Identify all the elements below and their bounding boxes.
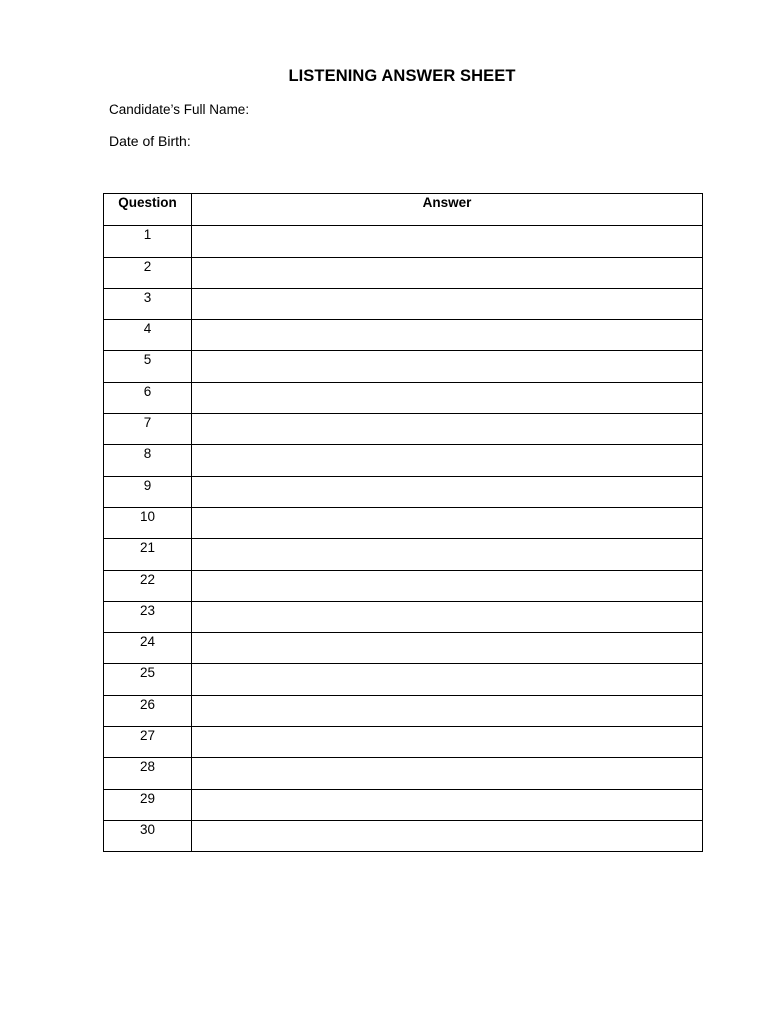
table-row <box>104 727 703 758</box>
date-of-birth-label: Date of Birth: <box>109 133 191 149</box>
answer-cell[interactable] <box>192 727 703 758</box>
question-number-cell <box>104 351 192 382</box>
table-row <box>104 257 703 288</box>
question-number: 6 <box>143 383 152 399</box>
table-row <box>104 288 703 319</box>
table-row <box>104 539 703 570</box>
question-number-cell <box>104 507 192 538</box>
question-number: 5 <box>143 352 152 368</box>
question-number: 1 <box>143 227 152 243</box>
question-number: 4 <box>143 321 152 337</box>
question-number: 28 <box>139 759 156 775</box>
question-number: 29 <box>139 790 156 806</box>
answer-cell[interactable] <box>192 539 703 570</box>
question-number: 27 <box>139 728 156 744</box>
answer-cell[interactable] <box>192 789 703 820</box>
table-row <box>104 570 703 601</box>
question-number-cell <box>104 288 192 319</box>
question-number-cell <box>104 664 192 695</box>
answer-cell[interactable] <box>192 758 703 789</box>
answer-cell[interactable] <box>192 601 703 632</box>
question-number: 3 <box>143 289 152 305</box>
answer-cell[interactable] <box>192 570 703 601</box>
question-number: 30 <box>139 821 156 837</box>
question-number-cell <box>104 820 192 851</box>
candidate-name-label: Candidate’s Full Name: <box>109 102 250 117</box>
answer-cell[interactable] <box>192 820 703 851</box>
question-number-cell <box>104 445 192 476</box>
question-number-cell <box>104 539 192 570</box>
question-number-cell <box>104 570 192 601</box>
question-number: 21 <box>139 540 156 556</box>
answer-cell[interactable] <box>192 445 703 476</box>
question-number: 2 <box>143 258 152 274</box>
question-number: 22 <box>139 571 156 587</box>
answer-rows <box>104 226 703 852</box>
page-title: LISTENING ANSWER SHEET <box>288 67 516 85</box>
question-number: 24 <box>139 634 156 650</box>
question-number-cell <box>104 758 192 789</box>
question-column-header: Question <box>104 194 192 226</box>
answer-table <box>103 193 703 852</box>
table-row <box>104 633 703 664</box>
answer-cell[interactable] <box>192 382 703 413</box>
table-row <box>104 320 703 351</box>
table-row <box>104 820 703 851</box>
question-number-cell <box>104 414 192 445</box>
question-number-cell <box>104 789 192 820</box>
question-number: 26 <box>139 696 156 712</box>
table-row <box>104 414 703 445</box>
answer-cell[interactable] <box>192 695 703 726</box>
question-number: 10 <box>139 508 156 524</box>
question-number: 7 <box>143 415 152 431</box>
table-row <box>104 601 703 632</box>
answer-cell[interactable] <box>192 633 703 664</box>
answer-cell[interactable] <box>192 351 703 382</box>
table-row <box>104 695 703 726</box>
question-number-cell <box>104 226 192 257</box>
question-number: 25 <box>139 665 156 681</box>
table-row <box>104 758 703 789</box>
answer-cell[interactable] <box>192 226 703 257</box>
answer-cell[interactable] <box>192 288 703 319</box>
question-number-cell <box>104 476 192 507</box>
answer-cell[interactable] <box>192 414 703 445</box>
answer-cell[interactable] <box>192 476 703 507</box>
table-row <box>104 664 703 695</box>
question-number-cell <box>104 257 192 288</box>
table-header-row <box>104 194 703 226</box>
question-number-cell <box>104 727 192 758</box>
table-row <box>104 351 703 382</box>
question-number: 9 <box>143 477 152 493</box>
answer-cell[interactable] <box>192 507 703 538</box>
question-number: 8 <box>143 446 152 462</box>
question-number-cell <box>104 382 192 413</box>
answer-cell[interactable] <box>192 664 703 695</box>
table-row <box>104 507 703 538</box>
table-row <box>104 445 703 476</box>
question-number: 23 <box>139 602 156 618</box>
question-number-cell <box>104 695 192 726</box>
table-row <box>104 226 703 257</box>
question-number-cell <box>104 633 192 664</box>
answer-column-header: Answer <box>192 194 703 226</box>
question-number-cell <box>104 601 192 632</box>
table-row <box>104 476 703 507</box>
question-number-cell <box>104 320 192 351</box>
table-row <box>104 382 703 413</box>
table-row <box>104 789 703 820</box>
answer-cell[interactable] <box>192 257 703 288</box>
answer-cell[interactable] <box>192 320 703 351</box>
